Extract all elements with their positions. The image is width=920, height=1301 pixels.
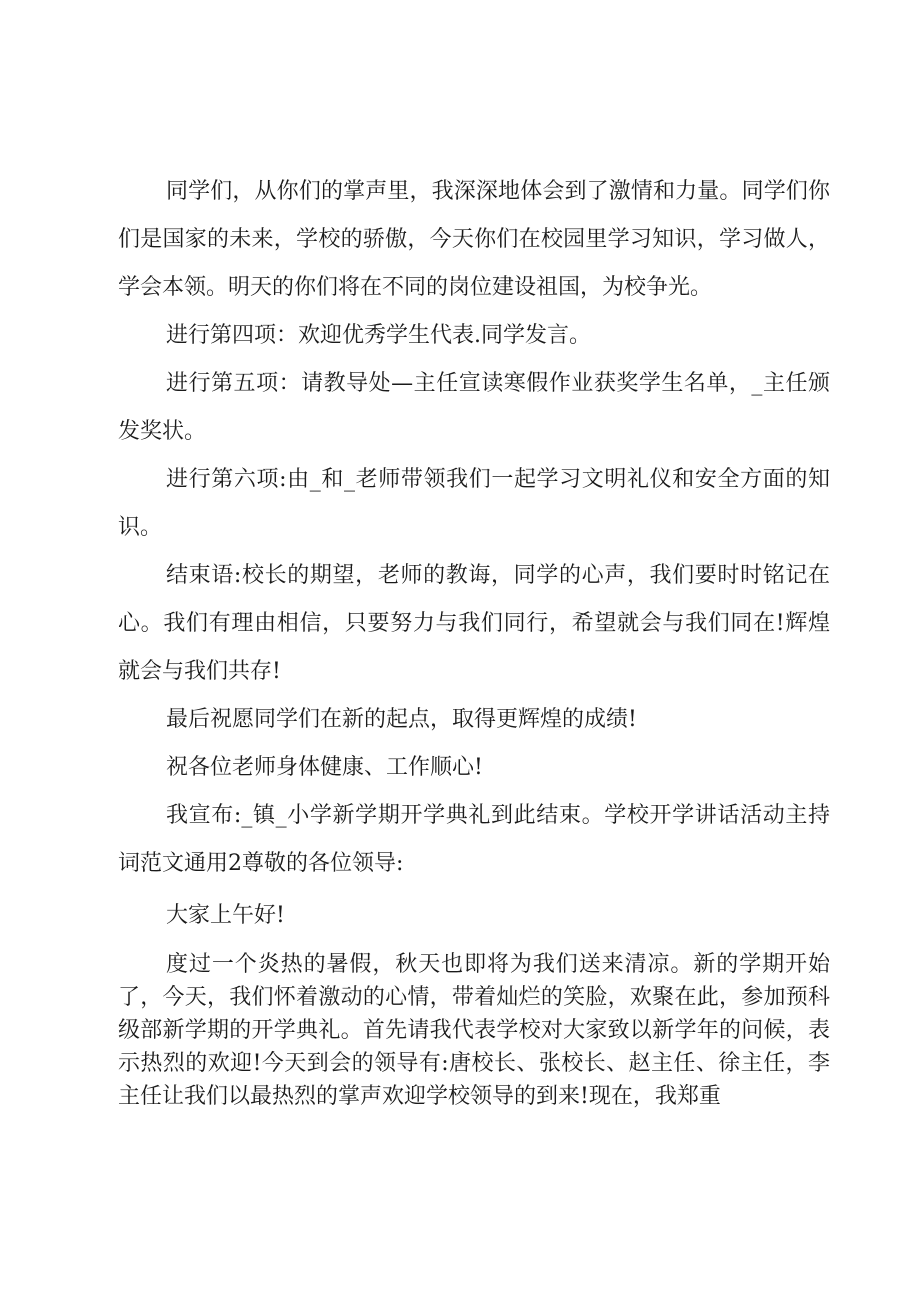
- paragraph-wishes-teachers: 祝各位老师身体健康、工作顺心!: [166, 755, 483, 780]
- paragraph-closing-remarks: 结束语:校长的期望，老师的教诲，同学的心声，我们要时时铭记在心。我们有理由相信，只要努力与我们同行，希望就会与我们同在!辉煌就会与我们共存!: [118, 563, 830, 684]
- paragraph-greeting: 大家上午好!: [166, 903, 285, 928]
- paragraph-encouragement: 同学们，从你们的掌声里，我深深地体会到了激情和力量。同学们你们是国家的未来，学校的骄傲，今天你们在校园里学习知识，学习做人，学会本领。明天的你们将在不同的岗位建设祖国，为校争光。: [118, 179, 830, 300]
- document-body: [118, 168, 830, 1113]
- paragraph-opening-speech: 度过一个炎热的暑假，秋天也即将为我们送来清凉。新的学期开始了，今天，我们怀着激动的心情，带着灿烂的笑脸，欢聚在此，参加预科级部新学期的开学典礼。首先请我代表学校对大家致以新学年的问候，表示热烈的欢迎!今天到会的领导有:唐校长、张校长、赵主任、徐主任，李主任让我们以最热烈的掌声欢迎学校领导的到来!现在，我郑重: [118, 952, 830, 1109]
- paragraph-item-six: 进行第六项:由_和_老师带领我们一起学习文明礼仪和安全方面的知识。: [118, 467, 830, 540]
- paragraph-announcement: 我宣布:_镇_小学新学期开学典礼到此结束。学校开学讲话活动主持词范文通用2尊敬的各位领导:: [118, 803, 830, 876]
- paragraph-item-five: 进行第五项：请教导处—主任宣读寒假作业获奖学生名单，_主任颁发奖状。: [118, 371, 830, 444]
- paragraph-item-four: 进行第四项：欢迎优秀学生代表.同学发言。: [166, 323, 591, 348]
- paragraph-wishes-students: 最后祝愿同学们在新的起点，取得更辉煌的成绩!: [166, 707, 637, 732]
